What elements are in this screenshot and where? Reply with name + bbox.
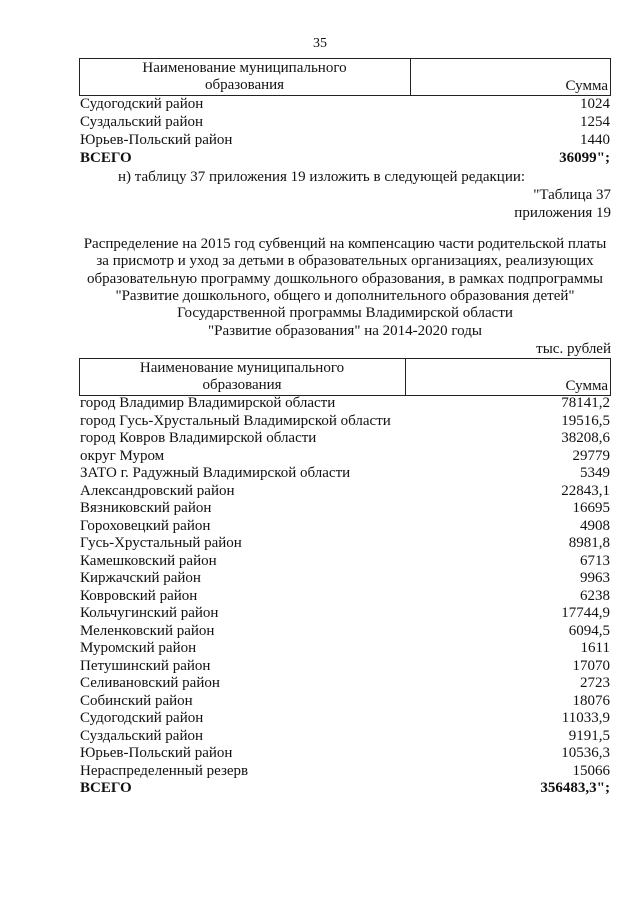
table-row [80,395,610,413]
table-row [80,728,610,746]
row-name: город Ковров Владимирской области [80,430,317,446]
row-value: 9963 [580,570,610,586]
row-name: Муромский район [80,640,197,656]
row-name: Селивановский район [80,675,220,691]
row-value: 10536,3 [561,745,610,761]
row-value: 17744,9 [561,605,610,621]
table1-header-name-line1: Наименование муниципального [142,60,347,76]
row-name: Кольчугинский район [80,605,219,621]
title-line: Распределение на 2015 год субвенций на компенсацию части родительской платы [83,236,607,252]
row-name: Александровский район [80,483,235,499]
table2-header-name-cell [79,358,406,396]
title-line: образовательную программу дошкольного образования, в рамках подпрограммы [87,271,603,287]
table2-header-sum: Сумма [565,378,608,394]
table-row [80,465,610,483]
row-value: 8981,8 [568,535,610,551]
row-value: 15066 [572,763,610,779]
table-ref-line2: приложения 19 [514,205,611,221]
table2-total-row [80,780,610,798]
row-name: Гороховецкий район [80,518,211,534]
row-name: округ Муром [80,448,165,464]
instruction-paragraph: н) таблицу 37 приложения 19 изложить в следующей редакции: [118,169,526,185]
row-value: 6238 [580,588,610,604]
table-row [80,483,610,501]
row-name: Нераспределенный резерв [80,763,249,779]
table1-header [79,58,611,96]
row-value: 1024 [580,96,610,112]
row-value: 11033,9 [561,710,610,726]
title-line: "Развитие дошкольного, общего и дополнительного образования детей" [115,288,575,304]
row-value: 78141,2 [561,395,610,411]
table-row [80,588,610,606]
row-name: Камешковский район [80,553,217,569]
row-value: 38208,6 [561,430,610,446]
title-line: за присмотр и уход за детьми в образовательных организациях, реализующих [96,253,594,269]
table-row [80,500,610,518]
row-name: Судогодский район [80,96,204,112]
row-value: 6094,5 [568,623,610,639]
title-line: "Развитие образования" на 2014-2020 годы [208,323,482,339]
row-value: 2723 [580,675,610,691]
table-row [80,605,610,623]
row-name: город Владимир Владимирской области [80,395,336,411]
row-name: Киржачский район [80,570,201,586]
row-value: 6713 [580,553,610,569]
table-row [80,448,610,466]
total-value: 36099"; [559,150,610,166]
table-row [80,763,610,781]
total-label: ВСЕГО [80,150,132,166]
row-name: ЗАТО г. Радужный Владимирской области [80,465,351,481]
row-value: 18076 [572,693,610,709]
table-row [80,114,610,132]
table-row [80,535,610,553]
row-value: 4908 [580,518,610,534]
table-ref-line1: "Таблица 37 [533,187,611,203]
table-row [80,693,610,711]
page-number: 35 [313,36,327,51]
row-name: Гусь-Хрустальный район [80,535,242,551]
row-name: Юрьев-Польский район [80,745,233,761]
total-label: ВСЕГО [80,780,132,796]
row-value: 16695 [572,500,610,516]
row-value: 1254 [580,114,610,130]
table-row [80,710,610,728]
row-value: 22843,1 [561,483,610,499]
row-name: Суздальский район [80,114,203,130]
row-value: 1611 [580,640,610,656]
table2-header-name-line2: образования [202,377,282,393]
row-name: Вязниковский район [80,500,212,516]
row-name: Ковровский район [80,588,198,604]
row-value: 5349 [580,465,610,481]
table2-header-name-line1: Наименование муниципального [139,360,345,376]
row-name: Петушинский район [80,658,211,674]
table1-header-name-cell [79,58,411,96]
row-value: 17070 [572,658,610,674]
table-row [80,675,610,693]
row-value: 9191,5 [568,728,610,744]
row-value: 19516,5 [561,413,610,429]
table-row [80,553,610,571]
table-row [80,745,610,763]
row-name: Собинский район [80,693,193,709]
table-row [80,413,610,431]
table-row [80,430,610,448]
row-name: Судогодский район [80,710,204,726]
table1-total-row [80,150,610,168]
table-row [80,570,610,588]
row-name: город Гусь-Хрустальный Владимирской области [80,413,391,429]
title-line: Государственной программы Владимирской области [177,305,513,321]
units-label: тыс. рублей [536,341,611,357]
total-value: 356483,3"; [540,780,610,796]
row-value: 1440 [580,132,610,148]
table-row [80,640,610,658]
row-name: Суздальский район [80,728,203,744]
table-row [80,518,610,536]
table2-header [79,358,611,396]
table-row [80,132,610,150]
table-row [80,658,610,676]
row-name: Юрьев-Польский район [80,132,233,148]
table1-header-sum: Сумма [565,78,608,94]
row-value: 29779 [572,448,610,464]
table1-header-name-line2: образования [204,77,285,93]
table-row [80,96,610,114]
table-row [80,623,610,641]
row-name: Меленковский район [80,623,215,639]
